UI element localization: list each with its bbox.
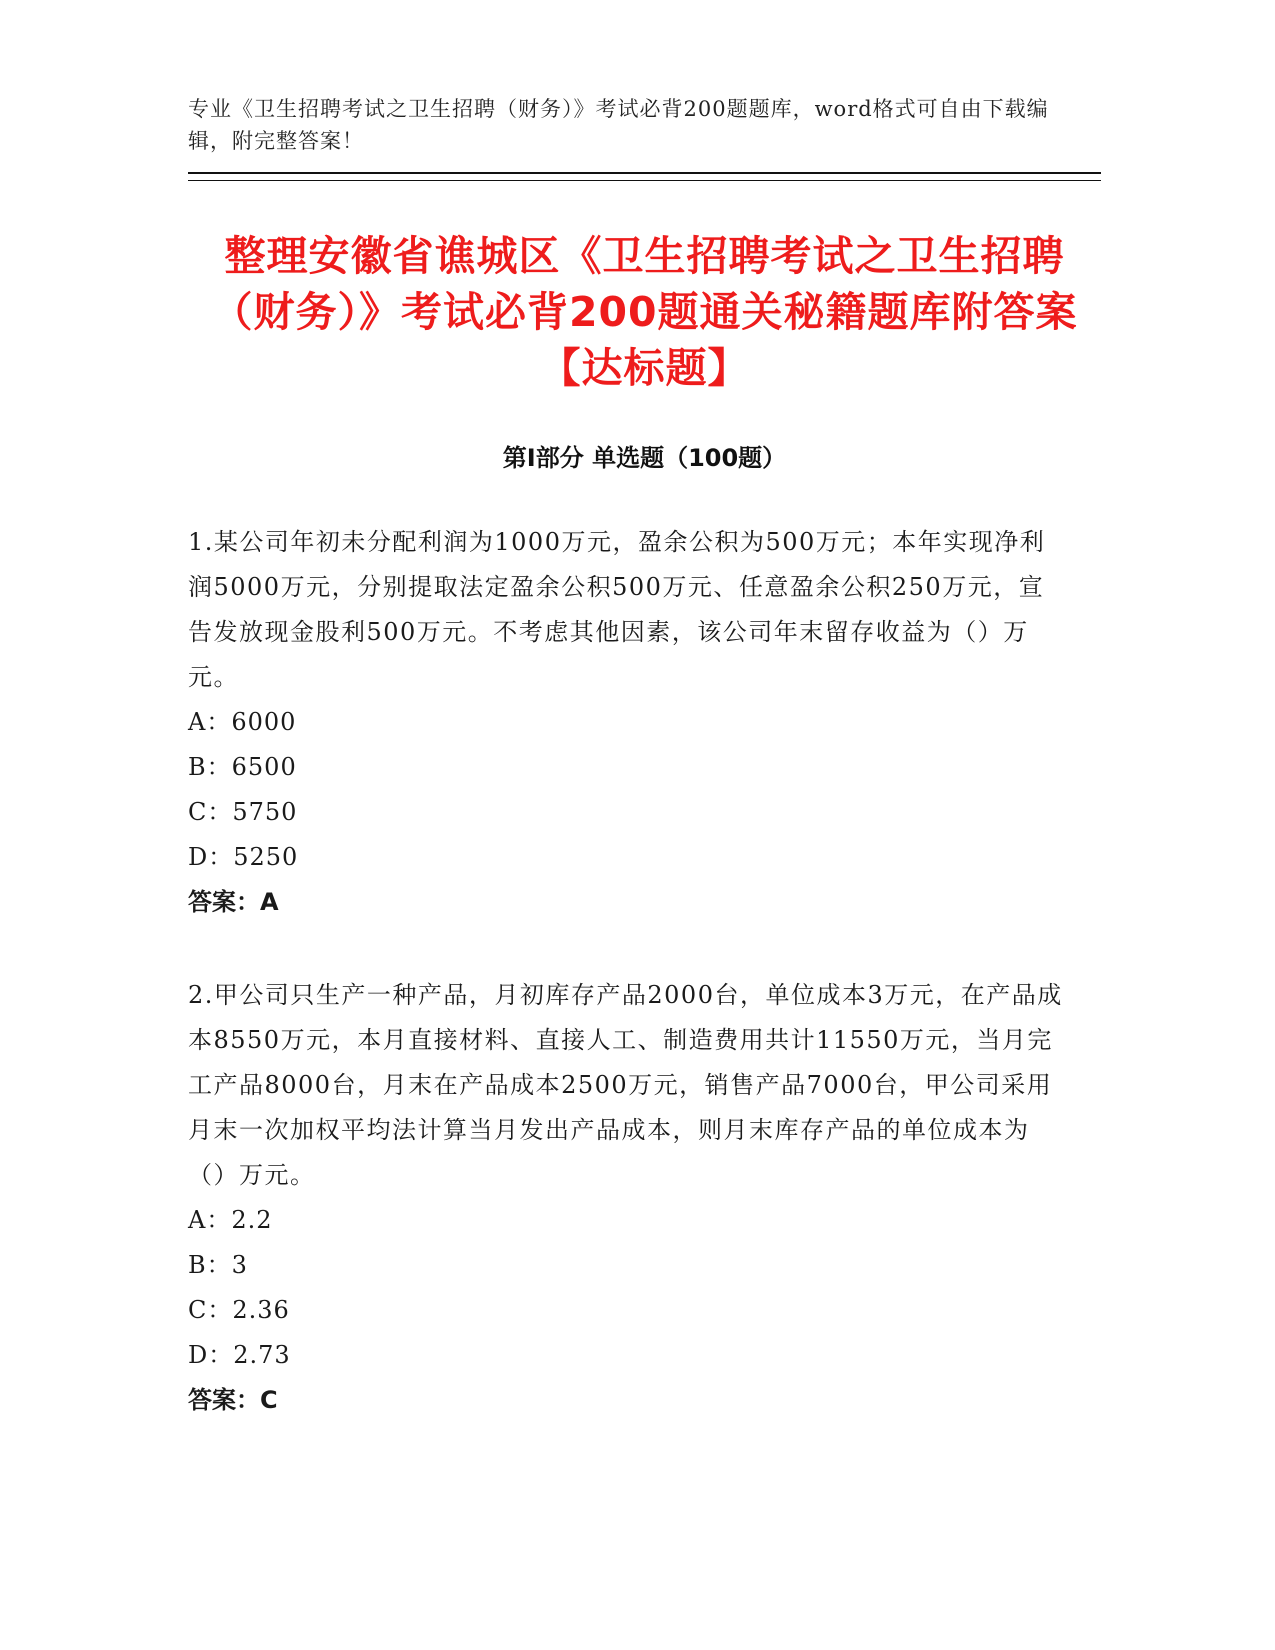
answer-label: 答案：A (188, 888, 279, 916)
option-d: D：5250 (188, 843, 299, 871)
header-divider-thin (188, 180, 1101, 181)
question-stem: 1.某公司年初未分配利润为1000万元，盈余公积为500万元；本年实现净利润5000万元，分别提取法定盈余公积500万元、任意盈余公积250万元，宣告发放现金股利500万元。不考虑其他因素，该公司年末留存收益为（）万元。 (188, 528, 1046, 691)
answer-label: 答案：C (188, 1386, 278, 1414)
option-a: A：6000 (188, 708, 297, 736)
option-b: B：3 (188, 1251, 248, 1279)
document-title: 整理安徽省谯城区《卫生招聘考试之卫生招聘（财务）》考试必背200题通关秘籍题库附答案【达标题】 (211, 232, 1078, 392)
option-c: C：2.36 (188, 1296, 290, 1324)
option-b: B：6500 (188, 753, 297, 781)
question-stem: 2.甲公司只生产一种产品，月初库存产品2000台，单位成本3万元，在产品成本8550万元，本月直接材料、直接人工、制造费用共计11550万元，当月完工产品8000台，月末在产品成本2500万元，销售产品7000台，甲公司采用月末一次加权平均法计算当月发出产品成本，则月末库存产品的单位成本为（）万元。 (188, 981, 1063, 1189)
question-1 (188, 520, 1068, 925)
option-d: D：2.73 (188, 1341, 291, 1369)
option-c: C：5750 (188, 798, 298, 826)
header-divider-thick (188, 172, 1101, 174)
intro-text: 专业《卫生招聘考试之卫生招聘（财务）》考试必背200题题库，word格式可自由下载编辑，附完整答案！ (188, 97, 1049, 153)
question-2 (188, 973, 1068, 1423)
option-a: A：2.2 (188, 1206, 273, 1234)
section-heading: 第Ⅰ部分 单选题（100题） (502, 444, 787, 472)
